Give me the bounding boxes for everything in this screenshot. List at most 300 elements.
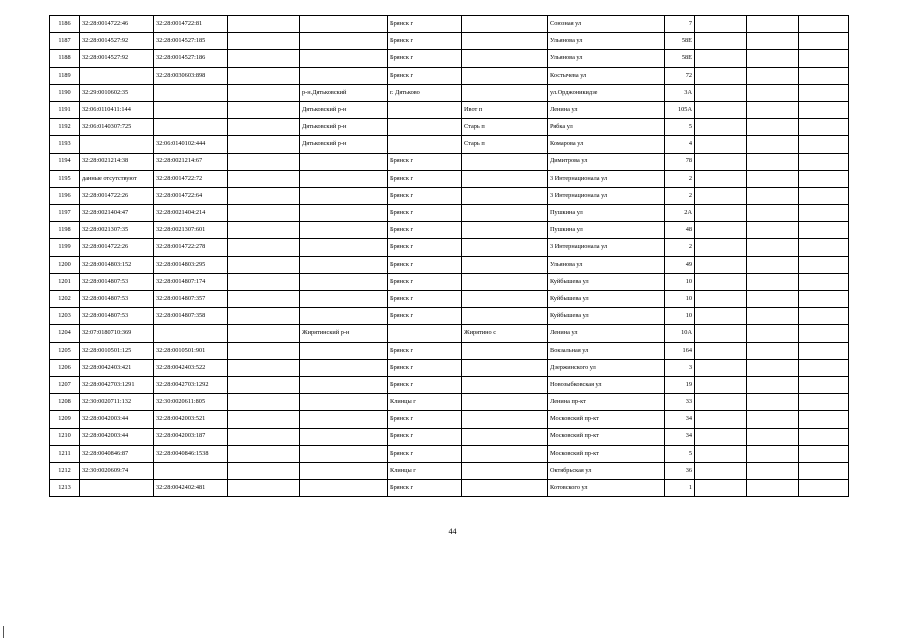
extra-cell-1 <box>695 325 747 342</box>
table-row <box>50 170 849 187</box>
extra-cell-2 <box>747 101 799 118</box>
row-number-cell: 1200 <box>50 256 80 273</box>
street-cell: Комарова ул <box>548 136 665 153</box>
object-number-cell: 32:28:0014722:64 <box>154 187 228 204</box>
district-cell <box>300 239 388 256</box>
region-cell <box>228 411 300 428</box>
city-cell: Брянск г <box>388 342 462 359</box>
settlement-cell: Старь п <box>462 119 548 136</box>
district-cell <box>300 445 388 462</box>
table-row <box>50 342 849 359</box>
district-cell <box>300 256 388 273</box>
object-number-cell: 32:28:0021214:67 <box>154 153 228 170</box>
street-cell: Ульянова ул <box>548 33 665 50</box>
extra-cell-2 <box>747 153 799 170</box>
table-row <box>50 50 849 67</box>
street-cell: Куйбышева ул <box>548 308 665 325</box>
table-row <box>50 136 849 153</box>
extra-cell-3 <box>799 411 849 428</box>
street-cell: Костычева ул <box>548 67 665 84</box>
extra-cell-3 <box>799 462 849 479</box>
house-number-cell: 10А <box>665 325 695 342</box>
extra-cell-1 <box>695 462 747 479</box>
city-cell: Брянск г <box>388 67 462 84</box>
table-row <box>50 67 849 84</box>
extra-cell-2 <box>747 291 799 308</box>
cadastral-number-cell: 32:28:0014807:53 <box>80 291 154 308</box>
district-cell <box>300 308 388 325</box>
settlement-cell <box>462 376 548 393</box>
house-number-cell: 5 <box>665 119 695 136</box>
cadastral-number-cell: 32:28:0014722:46 <box>80 16 154 33</box>
city-cell: Брянск г <box>388 205 462 222</box>
cadastral-number-cell: 32:28:0014527:92 <box>80 33 154 50</box>
region-cell <box>228 222 300 239</box>
cadastral-number-cell: 32:06:0110411:144 <box>80 101 154 118</box>
region-cell <box>228 291 300 308</box>
city-cell: Брянск г <box>388 411 462 428</box>
cadastral-number-cell: 32:28:0042003:44 <box>80 428 154 445</box>
house-number-cell: 2 <box>665 187 695 204</box>
house-number-cell: 10 <box>665 308 695 325</box>
table-row <box>50 84 849 101</box>
district-cell <box>300 291 388 308</box>
city-cell: Брянск г <box>388 50 462 67</box>
extra-cell-1 <box>695 170 747 187</box>
extra-cell-2 <box>747 376 799 393</box>
street-cell: Московский пр-кт <box>548 411 665 428</box>
settlement-cell <box>462 394 548 411</box>
settlement-cell <box>462 33 548 50</box>
settlement-cell <box>462 273 548 290</box>
settlement-cell: Жирятино с <box>462 325 548 342</box>
district-cell <box>300 359 388 376</box>
table-row <box>50 445 849 462</box>
city-cell: Брянск г <box>388 308 462 325</box>
cadastral-number-cell: 32:07:0180710:369 <box>80 325 154 342</box>
extra-cell-1 <box>695 308 747 325</box>
row-number-cell: 1195 <box>50 170 80 187</box>
row-number-cell: 1198 <box>50 222 80 239</box>
settlement-cell <box>462 222 548 239</box>
district-cell <box>300 50 388 67</box>
object-number-cell: 32:28:0021404:214 <box>154 205 228 222</box>
table-row <box>50 153 849 170</box>
house-number-cell: 3А <box>665 84 695 101</box>
extra-cell-2 <box>747 462 799 479</box>
extra-cell-2 <box>747 308 799 325</box>
city-cell: Брянск г <box>388 187 462 204</box>
extra-cell-3 <box>799 84 849 101</box>
region-cell <box>228 136 300 153</box>
district-cell <box>300 428 388 445</box>
row-number-cell: 1203 <box>50 308 80 325</box>
extra-cell-1 <box>695 33 747 50</box>
city-cell: Брянск г <box>388 445 462 462</box>
extra-cell-2 <box>747 187 799 204</box>
extra-cell-1 <box>695 445 747 462</box>
row-number-cell: 1207 <box>50 376 80 393</box>
house-number-cell: 34 <box>665 411 695 428</box>
settlement-cell <box>462 359 548 376</box>
house-number-cell: 72 <box>665 67 695 84</box>
district-cell <box>300 411 388 428</box>
house-number-cell: 10 <box>665 291 695 308</box>
house-number-cell: 78 <box>665 153 695 170</box>
row-number-cell: 1191 <box>50 101 80 118</box>
object-number-cell: 32:06:0140102:444 <box>154 136 228 153</box>
extra-cell-2 <box>747 170 799 187</box>
object-number-cell: 32:28:0042703:1292 <box>154 376 228 393</box>
street-cell: Октябрьская ул <box>548 462 665 479</box>
house-number-cell: 49 <box>665 256 695 273</box>
object-number-cell: 32:28:0042003:187 <box>154 428 228 445</box>
street-cell: 3 Интернационала ул <box>548 170 665 187</box>
row-number-cell: 1197 <box>50 205 80 222</box>
settlement-cell <box>462 291 548 308</box>
street-cell: ул.Орджоникидзе <box>548 84 665 101</box>
street-cell: Дзержинского ул <box>548 359 665 376</box>
settlement-cell <box>462 205 548 222</box>
district-cell <box>300 153 388 170</box>
cadastral-number-cell: 32:28:0010501:125 <box>80 342 154 359</box>
table-row <box>50 325 849 342</box>
extra-cell-3 <box>799 67 849 84</box>
street-cell: Ленина пр-кт <box>548 394 665 411</box>
street-cell: Куйбышева ул <box>548 291 665 308</box>
street-cell: Ульянова ул <box>548 256 665 273</box>
settlement-cell <box>462 342 548 359</box>
table-row <box>50 101 849 118</box>
settlement-cell <box>462 462 548 479</box>
cadastral-number-cell: 32:28:0014807:53 <box>80 308 154 325</box>
city-cell: Брянск г <box>388 16 462 33</box>
settlement-cell <box>462 84 548 101</box>
house-number-cell: 10 <box>665 273 695 290</box>
extra-cell-1 <box>695 84 747 101</box>
city-cell: Клинцы г <box>388 462 462 479</box>
table-row <box>50 462 849 479</box>
region-cell <box>228 33 300 50</box>
object-number-cell: 32:28:0014807:357 <box>154 291 228 308</box>
object-number-cell: 32:28:0014803:295 <box>154 256 228 273</box>
extra-cell-2 <box>747 50 799 67</box>
cadastral-number-cell: 32:28:0014527:92 <box>80 50 154 67</box>
cadastral-number-cell: 32:28:0014807:53 <box>80 273 154 290</box>
row-number-cell: 1199 <box>50 239 80 256</box>
page-number: 44 <box>448 527 457 536</box>
street-cell: Котовского ул <box>548 480 665 497</box>
object-number-cell: 32:28:0042402:481 <box>154 480 228 497</box>
cadastral-number-cell <box>80 480 154 497</box>
street-cell: Ульянова ул <box>548 50 665 67</box>
region-cell <box>228 359 300 376</box>
object-number-cell: 32:28:0014722:72 <box>154 170 228 187</box>
extra-cell-1 <box>695 394 747 411</box>
extra-cell-2 <box>747 136 799 153</box>
property-register-table <box>49 15 849 497</box>
extra-cell-3 <box>799 359 849 376</box>
settlement-cell <box>462 187 548 204</box>
extra-cell-1 <box>695 376 747 393</box>
row-number-cell: 1209 <box>50 411 80 428</box>
extra-cell-3 <box>799 394 849 411</box>
extra-cell-2 <box>747 359 799 376</box>
settlement-cell <box>462 50 548 67</box>
house-number-cell: 36 <box>665 462 695 479</box>
row-number-cell: 1186 <box>50 16 80 33</box>
house-number-cell: 2 <box>665 239 695 256</box>
extra-cell-1 <box>695 359 747 376</box>
row-number-cell: 1205 <box>50 342 80 359</box>
cadastral-number-cell: 32:28:0014803:152 <box>80 256 154 273</box>
cadastral-number-cell: 32:30:0020711:132 <box>80 394 154 411</box>
settlement-cell <box>462 153 548 170</box>
cadastral-number-cell <box>80 136 154 153</box>
extra-cell-3 <box>799 342 849 359</box>
region-cell <box>228 394 300 411</box>
city-cell: Брянск г <box>388 273 462 290</box>
house-number-cell: 105А <box>665 101 695 118</box>
district-cell <box>300 170 388 187</box>
region-cell <box>228 239 300 256</box>
house-number-cell: 7 <box>665 16 695 33</box>
object-number-cell: 32:28:0014807:358 <box>154 308 228 325</box>
object-number-cell: 32:28:0040846:1538 <box>154 445 228 462</box>
street-cell: Пушкина ул <box>548 222 665 239</box>
row-number-cell: 1201 <box>50 273 80 290</box>
extra-cell-3 <box>799 153 849 170</box>
row-number-cell: 1190 <box>50 84 80 101</box>
street-cell: Новозыбковская ул <box>548 376 665 393</box>
region-cell <box>228 50 300 67</box>
extra-cell-3 <box>799 256 849 273</box>
table-row <box>50 187 849 204</box>
region-cell <box>228 187 300 204</box>
extra-cell-3 <box>799 445 849 462</box>
cadastral-number-cell: данные отсутствуют <box>80 170 154 187</box>
row-number-cell: 1194 <box>50 153 80 170</box>
extra-cell-1 <box>695 273 747 290</box>
city-cell: Брянск г <box>388 376 462 393</box>
region-cell <box>228 480 300 497</box>
settlement-cell <box>462 16 548 33</box>
extra-cell-3 <box>799 50 849 67</box>
cadastral-number-cell: 32:28:0042403:421 <box>80 359 154 376</box>
city-cell: Брянск г <box>388 153 462 170</box>
house-number-cell: 5 <box>665 445 695 462</box>
region-cell <box>228 256 300 273</box>
house-number-cell: 48 <box>665 222 695 239</box>
extra-cell-1 <box>695 16 747 33</box>
district-cell: Дятьковский р-н <box>300 136 388 153</box>
cadastral-number-cell: 32:28:0014722:26 <box>80 187 154 204</box>
cadastral-number-cell: 32:28:0040846:87 <box>80 445 154 462</box>
extra-cell-1 <box>695 480 747 497</box>
table-row <box>50 359 849 376</box>
row-number-cell: 1212 <box>50 462 80 479</box>
district-cell <box>300 67 388 84</box>
settlement-cell: Ивот п <box>462 101 548 118</box>
cadastral-number-cell: 32:06:0140307:725 <box>80 119 154 136</box>
region-cell <box>228 205 300 222</box>
house-number-cell: 2А <box>665 205 695 222</box>
extra-cell-3 <box>799 205 849 222</box>
settlement-cell <box>462 239 548 256</box>
city-cell: Брянск г <box>388 239 462 256</box>
extra-cell-2 <box>747 394 799 411</box>
extra-cell-3 <box>799 428 849 445</box>
extra-cell-2 <box>747 119 799 136</box>
row-number-cell: 1193 <box>50 136 80 153</box>
settlement-cell <box>462 445 548 462</box>
district-cell: Жирятинский р-н <box>300 325 388 342</box>
region-cell <box>228 376 300 393</box>
row-number-cell: 1188 <box>50 50 80 67</box>
object-number-cell <box>154 101 228 118</box>
table-row <box>50 239 849 256</box>
settlement-cell: Старь п <box>462 136 548 153</box>
object-number-cell <box>154 325 228 342</box>
cadastral-number-cell <box>80 67 154 84</box>
extra-cell-3 <box>799 119 849 136</box>
object-number-cell: 32:28:0042003:521 <box>154 411 228 428</box>
extra-cell-3 <box>799 222 849 239</box>
table-row <box>50 33 849 50</box>
extra-cell-2 <box>747 273 799 290</box>
settlement-cell <box>462 428 548 445</box>
city-cell: Брянск г <box>388 222 462 239</box>
row-number-cell: 1189 <box>50 67 80 84</box>
cadastral-number-cell: 32:28:0021307:35 <box>80 222 154 239</box>
region-cell <box>228 16 300 33</box>
extra-cell-1 <box>695 136 747 153</box>
region-cell <box>228 119 300 136</box>
table-row <box>50 16 849 33</box>
extra-cell-3 <box>799 187 849 204</box>
street-cell: Димитрова ул <box>548 153 665 170</box>
cadastral-number-cell: 32:28:0042003:44 <box>80 411 154 428</box>
extra-cell-2 <box>747 239 799 256</box>
table-row <box>50 291 849 308</box>
extra-cell-2 <box>747 480 799 497</box>
house-number-cell: 4 <box>665 136 695 153</box>
district-cell <box>300 376 388 393</box>
district-cell: Дятьковский р-н <box>300 101 388 118</box>
region-cell <box>228 308 300 325</box>
settlement-cell <box>462 480 548 497</box>
region-cell <box>228 153 300 170</box>
extra-cell-1 <box>695 342 747 359</box>
object-number-cell: 32:28:0021307:601 <box>154 222 228 239</box>
street-cell: Вокзальная ул <box>548 342 665 359</box>
cadastral-number-cell: 32:28:0021404:47 <box>80 205 154 222</box>
extra-cell-2 <box>747 205 799 222</box>
object-number-cell <box>154 462 228 479</box>
city-cell: Клинцы г <box>388 394 462 411</box>
extra-cell-1 <box>695 428 747 445</box>
extra-cell-2 <box>747 325 799 342</box>
extra-cell-3 <box>799 308 849 325</box>
city-cell: Брянск г <box>388 33 462 50</box>
object-number-cell: 32:28:0014722:278 <box>154 239 228 256</box>
object-number-cell <box>154 84 228 101</box>
region-cell <box>228 84 300 101</box>
register-table-body <box>50 16 849 497</box>
object-number-cell: 32:28:0014527:186 <box>154 50 228 67</box>
district-cell <box>300 33 388 50</box>
house-number-cell: 19 <box>665 376 695 393</box>
extra-cell-3 <box>799 170 849 187</box>
extra-cell-1 <box>695 222 747 239</box>
extra-cell-1 <box>695 205 747 222</box>
extra-cell-2 <box>747 428 799 445</box>
region-cell <box>228 445 300 462</box>
city-cell <box>388 119 462 136</box>
street-cell: 3 Интернационала ул <box>548 239 665 256</box>
extra-cell-2 <box>747 33 799 50</box>
street-cell: Московский пр-кт <box>548 428 665 445</box>
extra-cell-2 <box>747 256 799 273</box>
extra-cell-2 <box>747 445 799 462</box>
city-cell <box>388 136 462 153</box>
street-cell: Куйбышева ул <box>548 273 665 290</box>
table-row <box>50 394 849 411</box>
extra-cell-1 <box>695 153 747 170</box>
city-cell: г. Дятьково <box>388 84 462 101</box>
row-number-cell: 1204 <box>50 325 80 342</box>
settlement-cell <box>462 308 548 325</box>
region-cell <box>228 428 300 445</box>
cadastral-number-cell: 32:30:0020609:74 <box>80 462 154 479</box>
extra-cell-2 <box>747 342 799 359</box>
district-cell <box>300 16 388 33</box>
cadastral-number-cell: 32:28:0042703:1291 <box>80 376 154 393</box>
extra-cell-3 <box>799 480 849 497</box>
street-cell: Ленина ул <box>548 325 665 342</box>
table-row <box>50 222 849 239</box>
settlement-cell <box>462 411 548 428</box>
extra-cell-2 <box>747 84 799 101</box>
object-number-cell <box>154 119 228 136</box>
city-cell: Брянск г <box>388 359 462 376</box>
extra-cell-1 <box>695 256 747 273</box>
object-number-cell: 32:28:0010501:901 <box>154 342 228 359</box>
district-cell <box>300 187 388 204</box>
table-row <box>50 411 849 428</box>
row-number-cell: 1192 <box>50 119 80 136</box>
district-cell <box>300 480 388 497</box>
house-number-cell: 58Е <box>665 33 695 50</box>
extra-cell-1 <box>695 411 747 428</box>
row-number-cell: 1213 <box>50 480 80 497</box>
city-cell: Брянск г <box>388 256 462 273</box>
extra-cell-1 <box>695 67 747 84</box>
object-number-cell: 32:28:0014722:81 <box>154 16 228 33</box>
house-number-cell: 58Е <box>665 50 695 67</box>
region-cell <box>228 342 300 359</box>
row-number-cell: 1210 <box>50 428 80 445</box>
cadastral-number-cell: 32:28:0014722:26 <box>80 239 154 256</box>
table-row <box>50 308 849 325</box>
district-cell <box>300 273 388 290</box>
region-cell <box>228 67 300 84</box>
row-number-cell: 1202 <box>50 291 80 308</box>
district-cell <box>300 394 388 411</box>
street-cell: Рябка ул <box>548 119 665 136</box>
object-number-cell: 32:28:0042403:522 <box>154 359 228 376</box>
extra-cell-2 <box>747 67 799 84</box>
